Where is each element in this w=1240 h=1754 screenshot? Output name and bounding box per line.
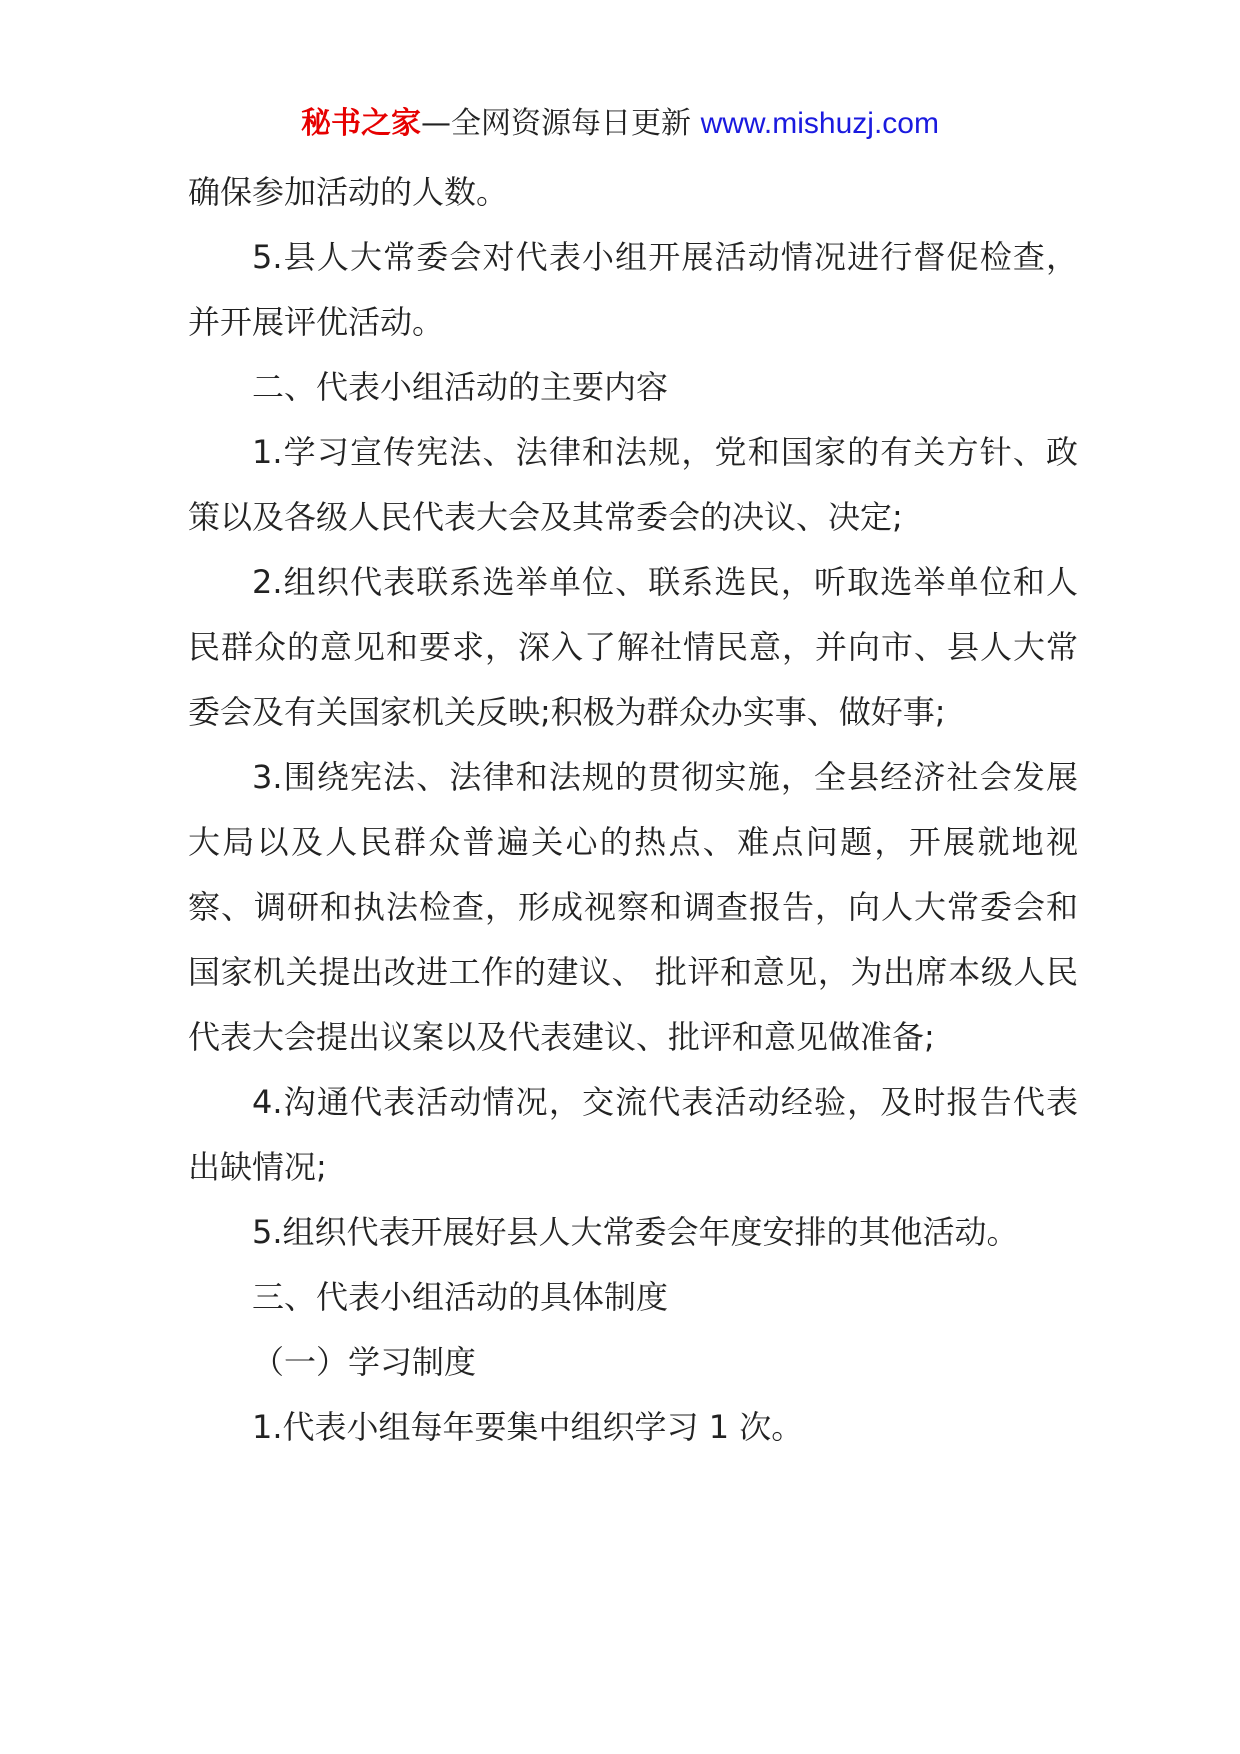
paragraph-item: 5.县人大常委会对代表小组开展活动情况进行督促检查，并开展评优活动。 [188, 238, 1078, 341]
header-url[interactable]: www.mishuzj.com [700, 107, 939, 140]
paragraph-item: 3.围绕宪法、法律和法规的贯彻实施，全县经济社会发展大局以及人民群众普遍关心的热点、难点问题，开展就地视察、调研和执法检查，形成视察和调查报告，向人大常委会和国家机关提出改进工作的建议、 批评和意见，为出席本级人民代表大会提出议案以及代表建议、批评和意见做准备; [188, 758, 1078, 1056]
subsection-heading: （一）学习制度 [252, 1343, 477, 1381]
section-heading: 二、代表小组活动的主要内容 [252, 368, 669, 406]
paragraph-item: 2.组织代表联系选举单位、联系选民，听取选举单位和人民群众的意见和要求，深入了解社情民意，并向市、县人大常委会及有关国家机关反映;积极为群众办实事、做好事; [188, 563, 1078, 731]
document-body [188, 160, 1078, 1460]
page-header [0, 100, 1240, 148]
brand-name: 秘书之家 [301, 106, 422, 141]
paragraph-item: 1.代表小组每年要集中组织学习 1 次。 [252, 1408, 804, 1446]
header-slogan: —全网资源每日更新 [421, 106, 692, 141]
section-heading: 三、代表小组活动的具体制度 [252, 1278, 669, 1316]
paragraph-item: 4.沟通代表活动情况，交流代表活动经验，及时报告代表出缺情况; [188, 1083, 1078, 1186]
paragraph-item: 1.学习宣传宪法、法律和法规，党和国家的有关方针、政策以及各级人民代表大会及其常委会的决议、决定; [188, 433, 1078, 536]
paragraph-continuation: 确保参加活动的人数。 [188, 173, 509, 211]
paragraph-item: 5.组织代表开展好县人大常委会年度安排的其他活动。 [252, 1213, 1019, 1251]
